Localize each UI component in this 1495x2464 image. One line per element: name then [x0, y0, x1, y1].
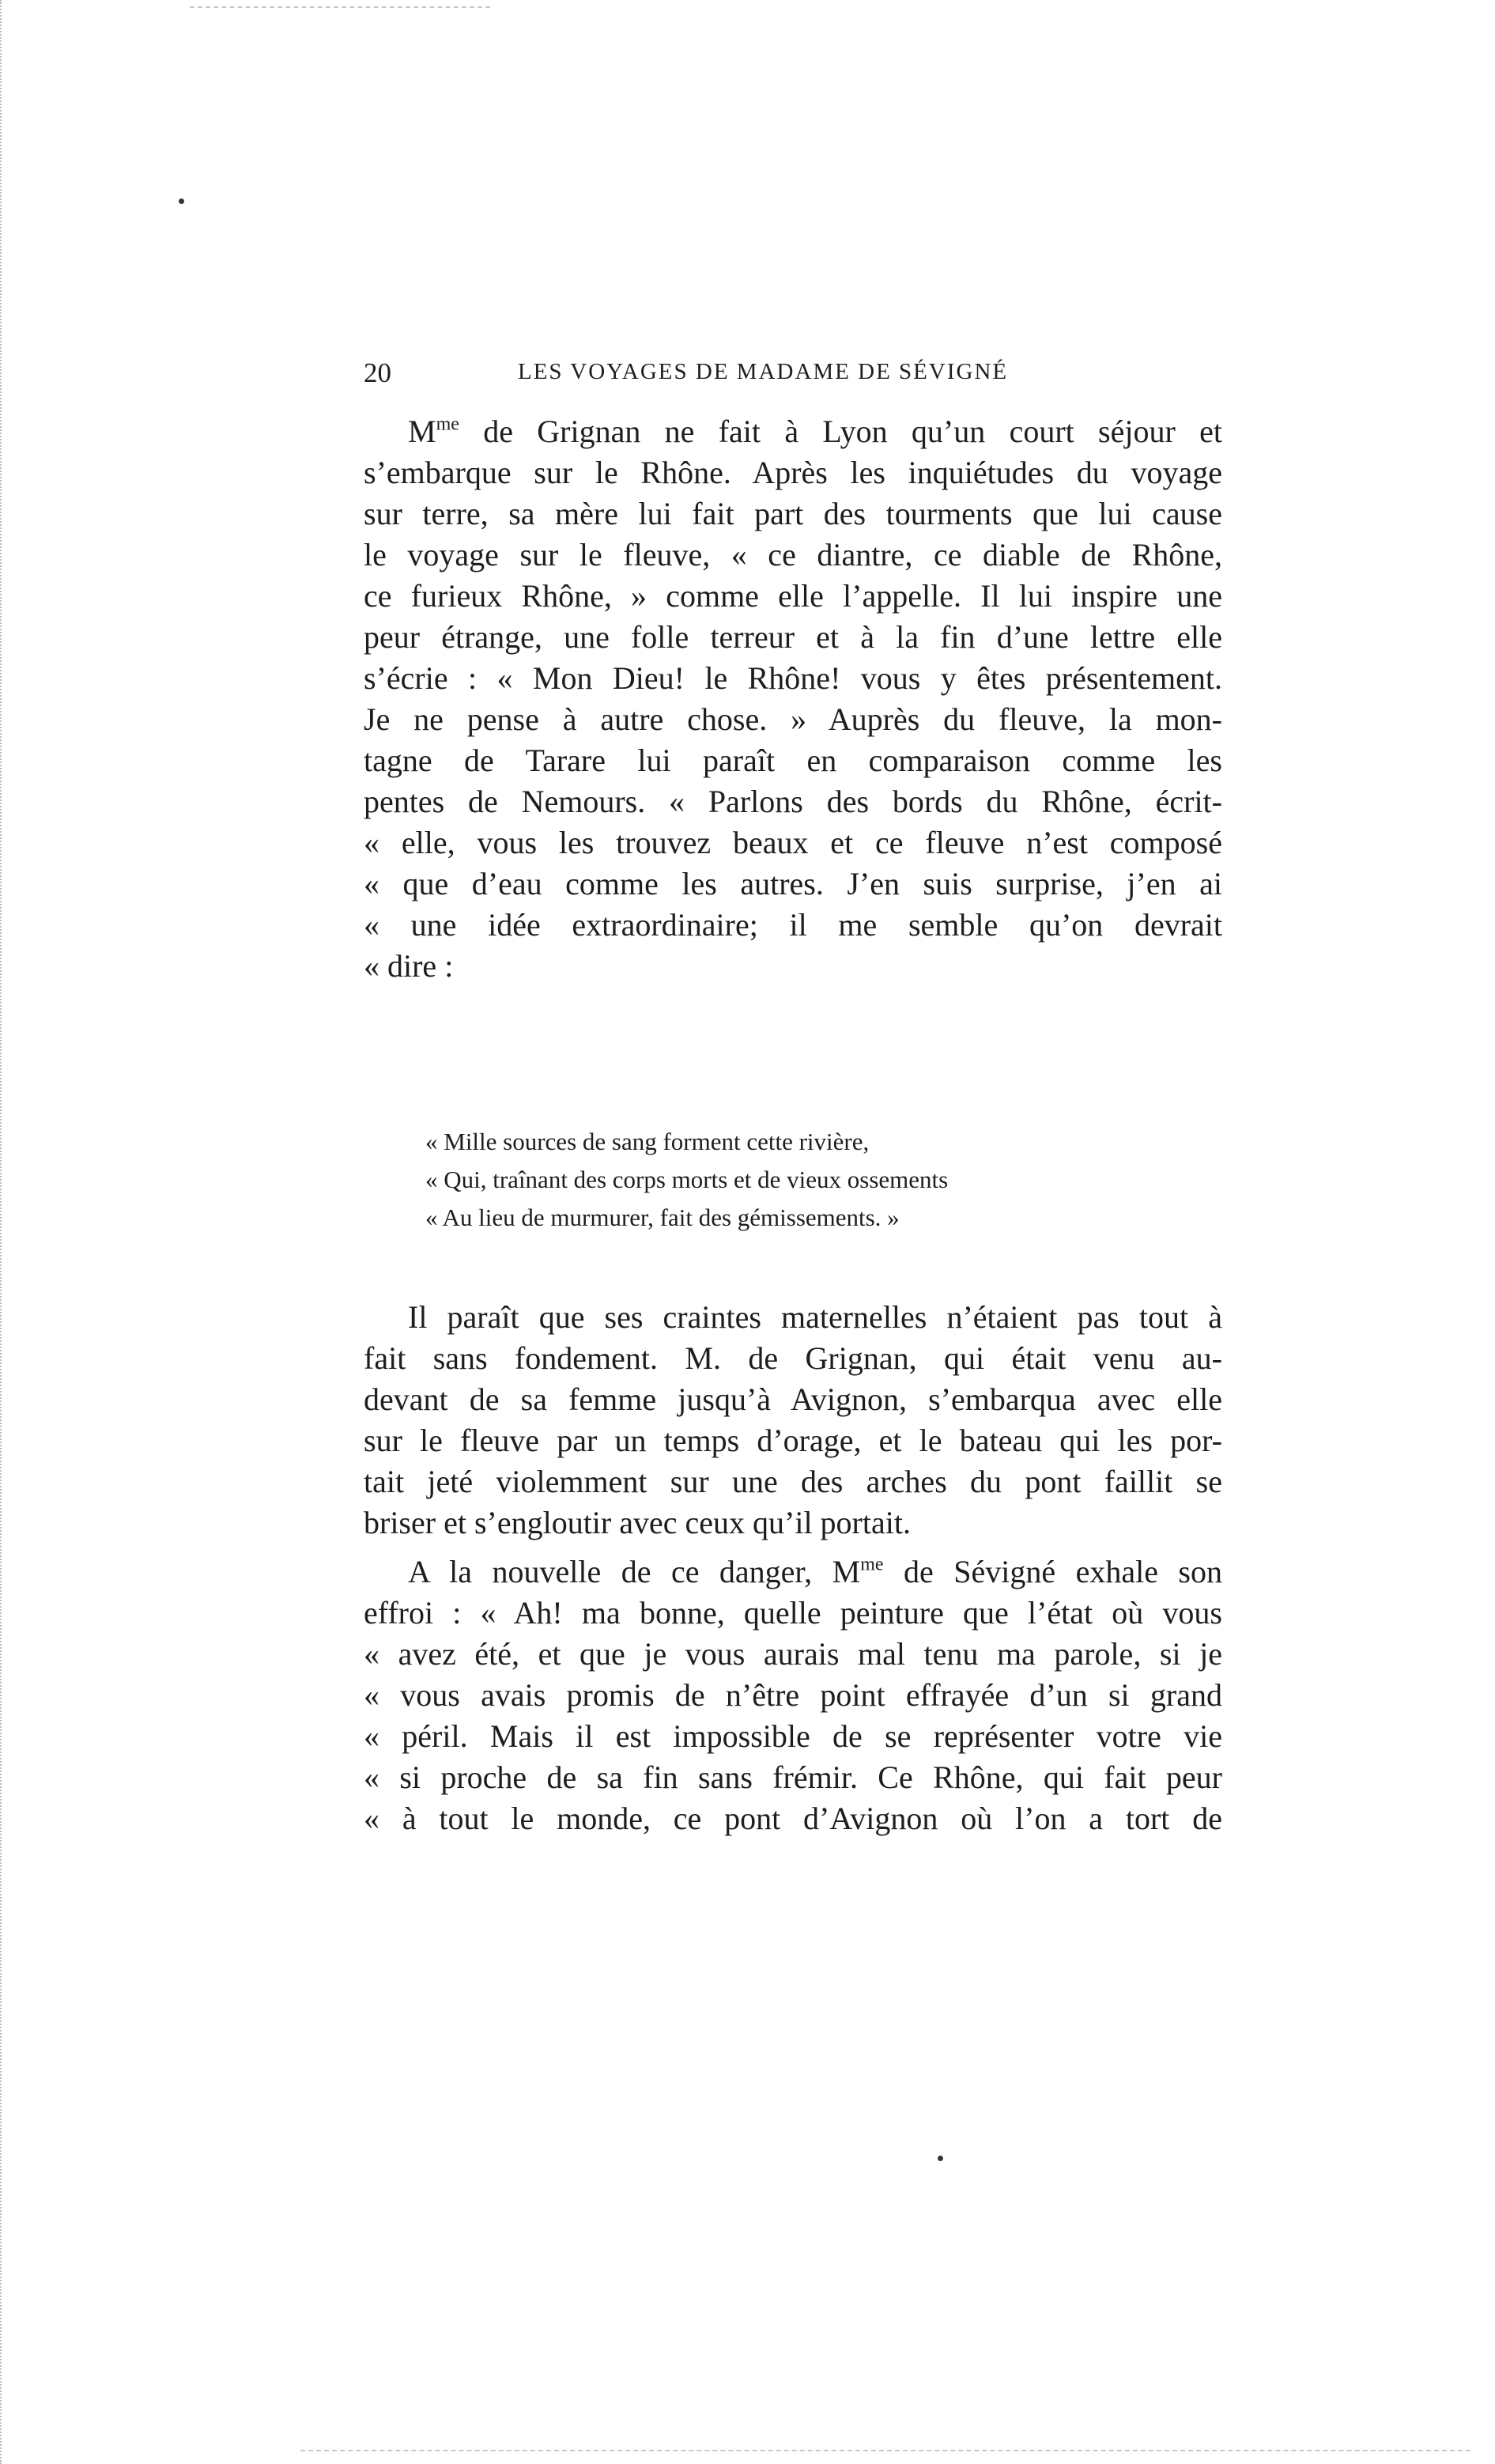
text-line: A la nouvelle de ce danger, $M^{me}$ de Sévigné exhale son	[408, 1554, 1222, 1589]
text-line: « vous avais promis de n’être point effrayée d’un si grand	[364, 1677, 1222, 1713]
text-line: tagne de Tarare lui paraît en comparaison comme les	[364, 743, 1222, 778]
text-line: « que d’eau comme les autres. J’en suis surprise, j’en ai	[364, 866, 1222, 901]
text-line: briser et s’engloutir avec ceux qu’il portait.	[364, 1505, 911, 1540]
scan-speck	[938, 2156, 943, 2161]
text-line: s’embarque sur le Rhône. Après les inquiétudes du voyage	[364, 455, 1222, 490]
page-number: 20	[364, 357, 391, 388]
text-line: ce furieux Rhône, » comme elle l’appelle. Il lui inspire une	[364, 578, 1222, 614]
text-line: fait sans fondement. M. de Grignan, qui était venu au-	[364, 1340, 1222, 1376]
text-line: devant de sa femme jusqu’à Avignon, s’embarqua avec elle	[364, 1381, 1222, 1417]
running-title: LES VOYAGES DE MADAME DE SÉVIGNÉ	[518, 359, 1009, 384]
text-line: « péril. Mais il est impossible de se représenter votre vie	[364, 1718, 1222, 1754]
text-line: tait jeté violemment sur une des arches du pont faillit se	[364, 1464, 1222, 1499]
text-line: $M^{me}$ de Grignan ne fait à Lyon qu’un court séjour et	[408, 414, 1222, 449]
text-line: sur terre, sa mère lui fait part des tourments que lui cause	[364, 496, 1222, 531]
text-line: peur étrange, une folle terreur et à la fin d’une lettre elle	[364, 619, 1222, 655]
text-line: le voyage sur le fleuve, « ce diantre, ce diable de Rhône,	[364, 537, 1222, 573]
text-line: sur le fleuve par un temps d’orage, et le bateau qui les por-	[364, 1423, 1222, 1458]
verse-line: « Qui, traînant des corps morts et de vieux ossements	[425, 1166, 949, 1193]
scan-speck	[179, 198, 184, 204]
text-line: pentes de Nemours. « Parlons des bords du Rhône, écrit-	[364, 784, 1222, 819]
text-line: « à tout le monde, ce pont d’Avignon où l’on a tort de	[364, 1801, 1222, 1836]
scan-edge-marks	[0, 0, 13, 2464]
text-line: Il paraît que ses craintes maternelles n’étaient pas tout à	[408, 1299, 1222, 1335]
text-line: effroi : « Ah! ma bonne, quelle peinture que l’état où vous	[364, 1595, 1222, 1631]
verse-line: « Mille sources de sang forment cette rivière,	[425, 1128, 870, 1155]
scan-bottom-artifact	[300, 2450, 1470, 2451]
text-line: « elle, vous les trouvez beaux et ce fleuve n’est composé	[364, 825, 1222, 860]
text-line: Je ne pense à autre chose. » Auprès du fleuve, la mon-	[364, 701, 1222, 737]
page-header	[364, 357, 1067, 397]
text-line: s’écrie : « Mon Dieu! le Rhône! vous y êtes présentement.	[364, 660, 1222, 696]
scan-top-artifact	[190, 6, 490, 8]
text-line: « dire :	[364, 948, 454, 984]
text-line: « si proche de sa fin sans frémir. Ce Rhône, qui fait peur	[364, 1759, 1222, 1795]
verse-line: « Au lieu de murmurer, fait des gémissements. »	[425, 1204, 900, 1231]
text-line: « une idée extraordinaire; il me semble qu’on devrait	[364, 907, 1222, 943]
text-line: « avez été, et que je vous aurais mal tenu ma parole, si je	[364, 1636, 1222, 1672]
